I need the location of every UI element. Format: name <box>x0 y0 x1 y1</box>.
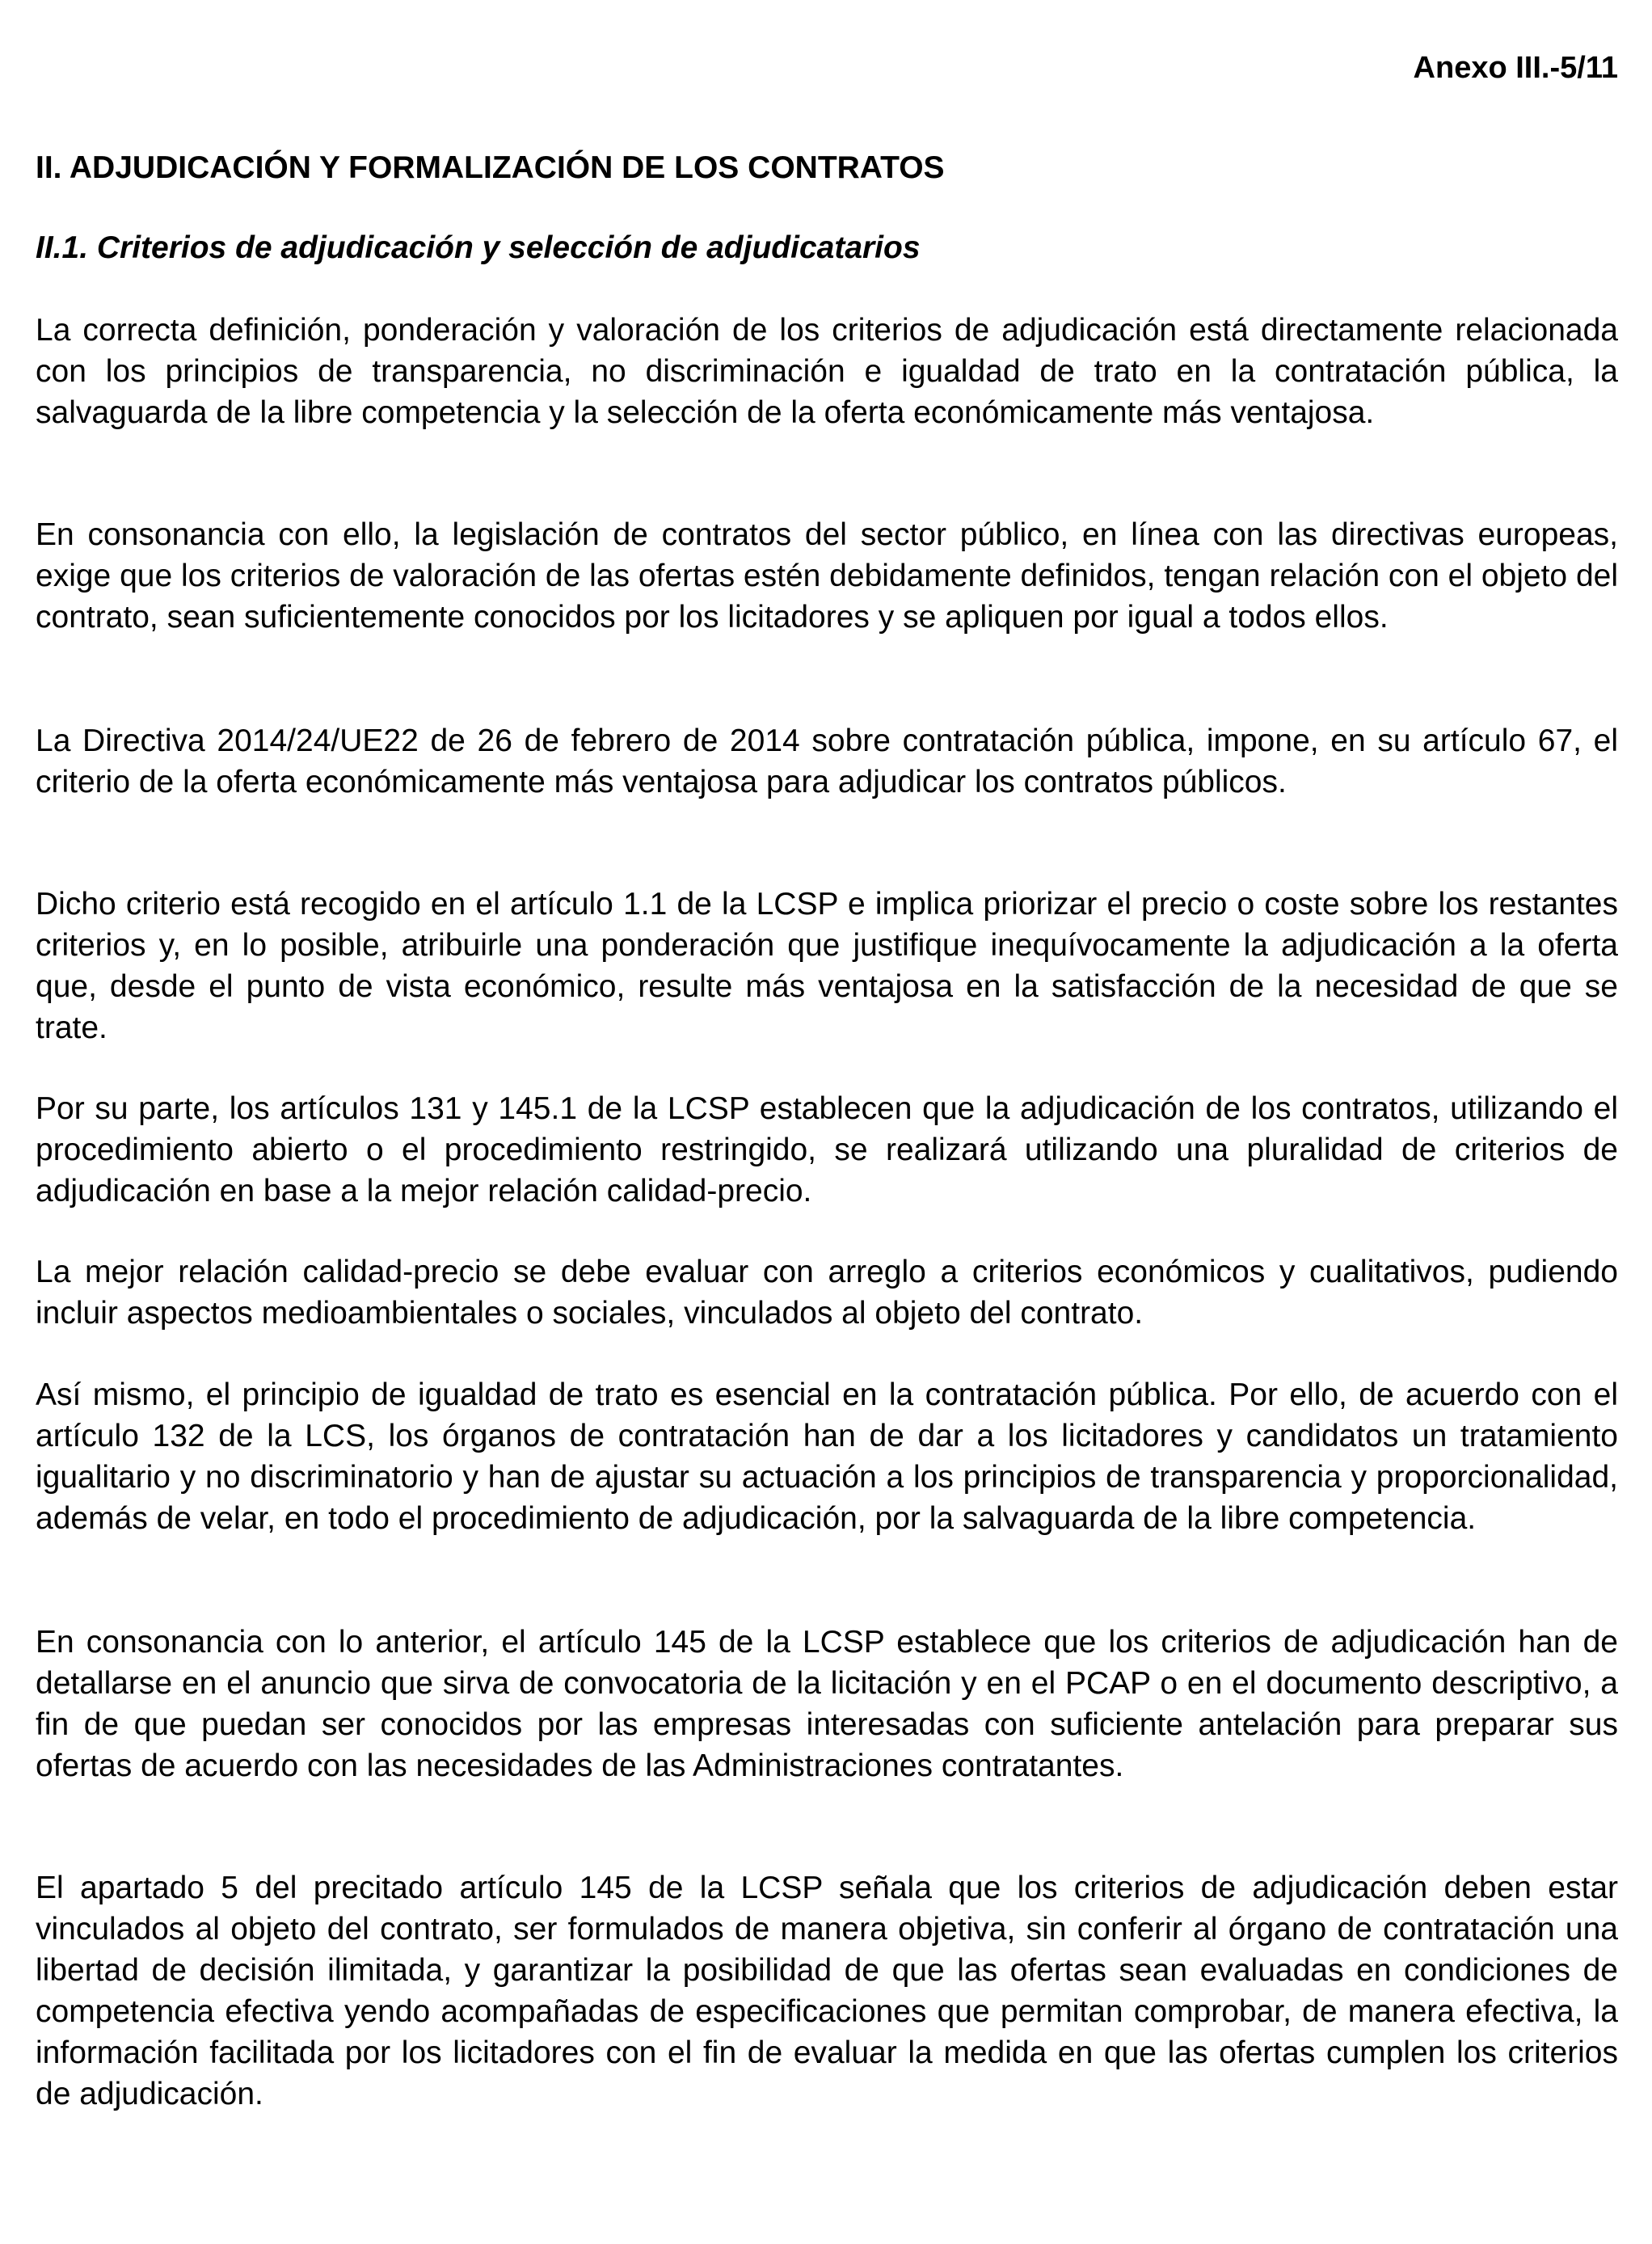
paragraph: Por su parte, los artículos 131 y 145.1 de la LCSP establecen que la adjudicación de los contratos, utilizando el procedimiento abierto o el procedimiento restringido, se realizará utilizando una pluralidad de criterios de adjudicación en base a la mejor relación calidad-precio. <box>36 1091 1618 1208</box>
page-reference: Anexo III.-5/11 <box>1413 51 1618 85</box>
paragraph: La mejor relación calidad-precio se debe evaluar con arreglo a criterios económicos y cualitativos, pudiendo incluir aspectos medioambientales o sociales, vinculados al objeto del contrato. <box>36 1255 1618 1331</box>
paragraph: Dicho criterio está recogido en el artículo 1.1 de la LCSP e implica priorizar el precio o coste sobre los restantes criterios y, en lo posible, atribuirle una ponderación que justifique inequívocamente la adjudicación a la oferta que, desde el punto de vista económico, resulte más ventajosa en la satisfacción de la necesidad de que se trate. <box>36 887 1618 1045</box>
paragraph: En consonancia con ello, la legislación de contratos del sector público, en línea con las directivas europeas, exige que los criterios de valoración de las ofertas estén debidamente definidos, tengan relación con el objeto del contrato, sean suficientemente conocidos por los licitadores y se apliquen por igual a todos ellos. <box>36 517 1618 635</box>
paragraph: La Directiva 2014/24/UE22 de 26 de febrero de 2014 sobre contratación pública, impone, en su artículo 67, el criterio de la oferta económicamente más ventajosa para adjudicar los contratos públicos. <box>36 723 1618 799</box>
paragraph: La correcta definición, ponderación y valoración de los criterios de adjudicación está directamente relacionada con los principios de transparencia, no discriminación e igualdad de trato en la contratación pública, la salvaguarda de la libre competencia y la selección de la oferta económicamente más ventajosa. <box>36 313 1618 430</box>
paragraph: El apartado 5 del precitado artículo 145 de la LCSP señala que los criterios de adjudicación deben estar vinculados al objeto del contrato, ser formulados de manera objetiva, sin conferir al órgano de contratación una libertad de decisión ilimitada, y garantizar la posibilidad de que las ofertas sean evaluadas en condiciones de competencia efectiva yendo acompañadas de especificaciones que permitan comprobar, de manera efectiva, la información facilitada por los licitadores con el fin de evaluar la medida en que las ofertas cumplen los criterios de adjudicación. <box>36 1871 1618 2111</box>
subsection-heading: II.1. Criterios de adjudicación y selección de adjudicatarios <box>36 230 921 265</box>
paragraph: En consonancia con lo anterior, el artículo 145 de la LCSP establece que los criterios de adjudicación han de detallarse en el anuncio que sirva de convocatoria de la licitación y en el PCAP o en el documento descriptivo, a fin de que puedan ser conocidos por las empresas interesadas con suficiente antelación para preparar sus ofertas de acuerdo con las necesidades de las Administraciones contratantes. <box>36 1625 1618 1783</box>
paragraph: Así mismo, el principio de igualdad de trato es esencial en la contratación pública. Por ello, de acuerdo con el artículo 132 de la LCS, los órganos de contratación han de dar a los licitadores y candidatos un tratamiento igualitario y no discriminatorio y han de ajustar su actuación a los principios de transparencia y proporcionalidad, además de velar, en todo el procedimiento de adjudicación, por la salvaguarda de la libre competencia. <box>36 1377 1618 1536</box>
section-heading: II. ADJUDICACIÓN Y FORMALIZACIÓN DE LOS CONTRATOS <box>36 150 945 185</box>
